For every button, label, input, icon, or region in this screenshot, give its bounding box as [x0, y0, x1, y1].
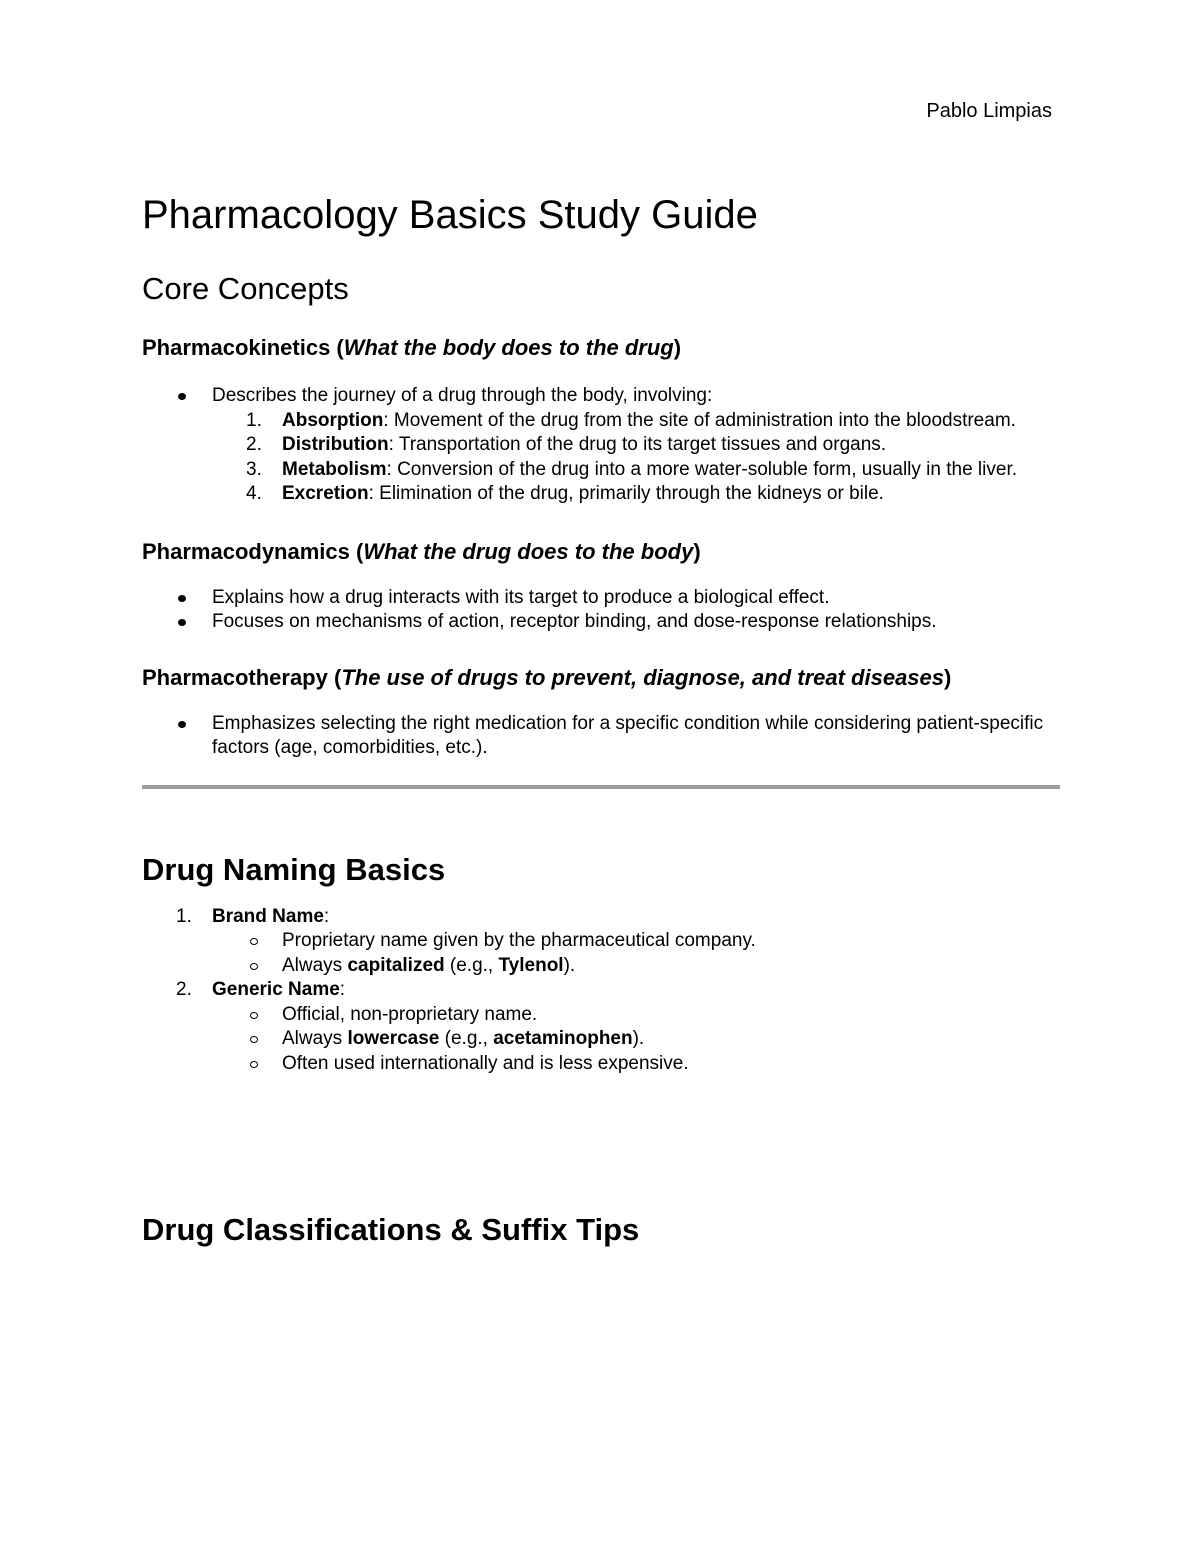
- list-item-text: Describes the journey of a drug through the body, involving:: [212, 385, 713, 406]
- paren-close: ): [693, 538, 701, 564]
- list-item-text: Proprietary name given by the pharmaceutical company.: [282, 930, 756, 951]
- naming-list: [142, 905, 1060, 1077]
- circle-bullet-icon: [250, 1036, 258, 1043]
- item-colon: :: [323, 905, 330, 927]
- text-segment: (e.g.,: [439, 1028, 494, 1049]
- text-segment: (e.g.,: [444, 954, 499, 976]
- item-desc: : Transportation of the drug to its target tissues and organs.: [388, 434, 887, 455]
- section-heading-drug-classifications: Drug Classifications & Suffix Tips: [142, 1212, 640, 1247]
- item-term: Absorption: [282, 409, 384, 431]
- paren-open: (: [327, 664, 342, 690]
- list-item: [142, 712, 1060, 761]
- item-number: 3.: [246, 458, 262, 480]
- circle-bullet-icon: [250, 963, 258, 970]
- item-term: Excretion: [282, 483, 369, 504]
- item-colon: :: [339, 979, 346, 1000]
- list-item-generic-name: [142, 978, 1060, 1003]
- list-item: [142, 482, 1060, 507]
- item-desc: : Conversion of the drug into a more water-soluble form, usually in the liver.: [386, 458, 1018, 480]
- list-item: [142, 929, 1060, 954]
- bullet-icon: [178, 393, 186, 400]
- subheading-pharmacodynamics: [142, 537, 1060, 566]
- text-segment: ).: [632, 1028, 645, 1049]
- list-item-brand-name: [142, 905, 1060, 930]
- list-item-text: Explains how a drug interacts with its target to produce a biological effect.: [212, 586, 830, 608]
- section-heading-drug-naming: Drug Naming Basics: [142, 851, 446, 887]
- item-term: Generic Name: [212, 979, 340, 1000]
- item-term: Distribution: [282, 434, 389, 455]
- list-item-text: Often used internationally and is less expensive.: [282, 1052, 689, 1074]
- list-item: [142, 1027, 1060, 1052]
- text-bold-example: acetaminophen: [493, 1028, 633, 1049]
- text-segment: ).: [563, 954, 576, 976]
- author-name: Pablo Limpias: [926, 100, 1052, 122]
- subheading-label: Pharmacokinetics: [142, 335, 331, 360]
- item-desc: : Movement of the drug from the site of administration into the bloodstream.: [383, 409, 1016, 431]
- bullet-icon: [178, 595, 186, 602]
- list-item-text: Emphasizes selecting the right medication for a specific condition while considering patient-specific factors (age, comorbidities, etc.).: [212, 712, 1044, 758]
- list-item: [142, 433, 1060, 458]
- paren-close: ): [673, 335, 682, 360]
- pd-list: [142, 586, 1060, 635]
- paren-open: (: [330, 335, 344, 360]
- subheading-italic: What the body does to the drug: [343, 335, 674, 360]
- item-number: 2.: [176, 979, 192, 1000]
- pk-numbered-list: [142, 409, 1060, 507]
- text-segment: Always: [282, 1028, 348, 1049]
- item-number: 1.: [176, 905, 192, 927]
- circle-bullet-icon: [250, 1012, 258, 1019]
- document-content: [142, 190, 1060, 1249]
- page-title: Pharmacology Basics Study Guide: [142, 193, 758, 237]
- item-term: Metabolism: [282, 458, 387, 480]
- list-item: [142, 954, 1060, 979]
- bullet-icon: [178, 721, 186, 728]
- list-item: [142, 384, 1060, 409]
- text-bold: lowercase: [347, 1028, 440, 1049]
- list-item: [142, 1052, 1060, 1077]
- pk-list: [142, 384, 1060, 409]
- pt-list: [142, 712, 1060, 761]
- list-item: [142, 458, 1060, 483]
- list-item: [142, 610, 1060, 635]
- list-item-text: Official, non-proprietary name.: [282, 1003, 538, 1025]
- item-number: 1.: [246, 409, 262, 431]
- item-term: Brand Name: [212, 905, 324, 927]
- text-segment: Always: [282, 954, 348, 976]
- section-heading-core-concepts: Core Concepts: [142, 271, 349, 306]
- circle-bullet-icon: [250, 938, 258, 945]
- circle-bullet-icon: [250, 1061, 258, 1068]
- subheading-label: Pharmacodynamics: [142, 538, 350, 564]
- bullet-icon: [178, 619, 186, 626]
- subheading-italic: What the drug does to the body: [363, 538, 694, 564]
- text-bold-example: Tylenol: [498, 954, 564, 976]
- item-number: 4.: [246, 483, 262, 504]
- paren-close: ): [944, 664, 952, 690]
- subheading-pharmacokinetics: [142, 333, 1060, 362]
- list-item: [142, 586, 1060, 611]
- subheading-label: Pharmacotherapy: [142, 664, 328, 690]
- paren-open: (: [349, 538, 364, 564]
- list-item: [142, 1003, 1060, 1028]
- text-bold: capitalized: [347, 954, 445, 976]
- subheading-pharmacotherapy: [142, 663, 1060, 692]
- subheading-italic: The use of drugs to prevent, diagnose, and treat diseases: [341, 664, 945, 690]
- item-desc: : Elimination of the drug, primarily through the kidneys or bile.: [368, 483, 884, 504]
- list-item-text: Focuses on mechanisms of action, receptor binding, and dose-response relationships.: [212, 611, 937, 632]
- list-item: [142, 409, 1060, 434]
- item-number: 2.: [246, 434, 262, 455]
